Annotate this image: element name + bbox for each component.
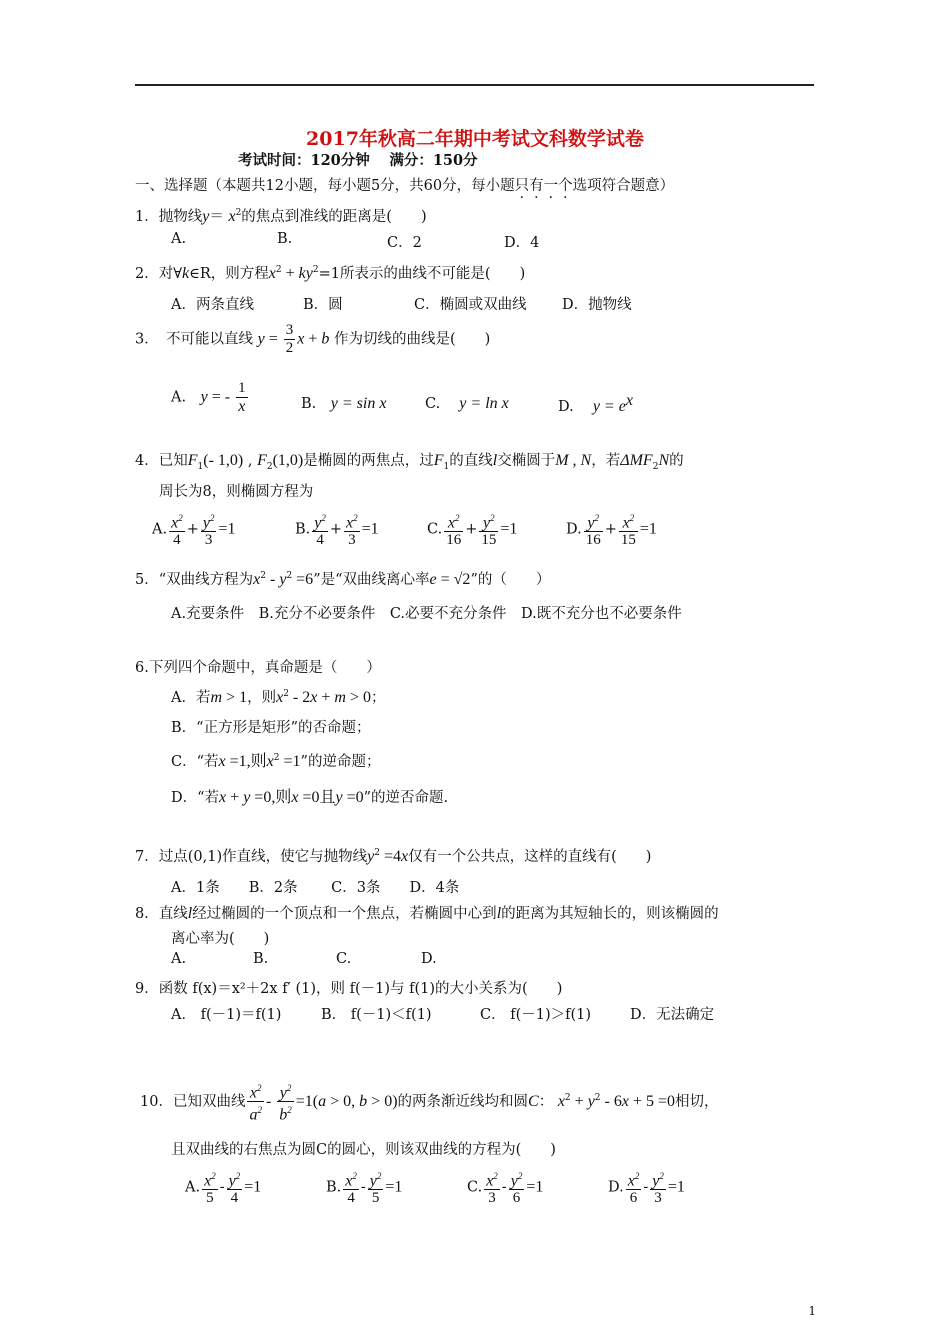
q6-option-a: A．若m > 1，则$x^2 - 2x + m > 0$； (171, 689, 386, 706)
q1-option-c: C．2 (387, 235, 422, 251)
question-4-line2: 周长为8，则椭圆方程为 (159, 484, 314, 500)
q6-option-b: B．“正方形是矩形”的否命题； (171, 720, 371, 736)
q5-options: A.充要条件 B.充分不必要条件 C.必要不充分条件 D.既不充分也不必要条件 (171, 606, 682, 622)
exam-info: 考试时间：120分钟 满分：150分 (238, 152, 478, 169)
q8-option-a: A. (171, 951, 187, 967)
q3-option-b: B. y = sin x (301, 395, 387, 412)
exam-title: 2017年秋高二年期中考试文科数学试卷 (306, 128, 644, 150)
question-3: 3． 不可能以直线 y = $\frac{3}{2}$ x + b 作为切线的曲线是( ) (135, 322, 491, 356)
question-1: 1．抛物线$y= x^2$的焦点到准线的距离是( ) (135, 208, 427, 225)
q9-option-b: B． f(－1)＜f(1) (321, 1007, 432, 1023)
q8-option-b: B. (253, 951, 269, 967)
q4-option-a: A. $\frac{x^2}{4}$ + $\frac{y^2}{3}$ =1 (152, 510, 236, 549)
q10-option-b: B. $\frac{x^2}{4}$ - $\frac{y^2}{5}$ =1 (326, 1168, 402, 1207)
header-rule (135, 84, 814, 86)
question-2: 2．对∀k∈R，则方程$x^2 + ky^2=1$所表示的曲线不可能是( ) (135, 265, 526, 282)
q10-option-c: C. $\frac{x^2}{3}$ - $\frac{y^2}{6}$ =1 (467, 1168, 543, 1207)
q3-option-d: D. $y = e^x$ (558, 392, 633, 415)
question-7: 7．过点(0,1)作直线，使它与抛物线$y^2 =4x$仅有一个公共点，这样的直线有( ) (135, 848, 652, 865)
q2-option-d: D．抛物线 (562, 297, 632, 313)
q2-option-a: A．两条直线 (171, 297, 254, 313)
q1-option-d: D．4 (504, 235, 540, 251)
q4-option-b: B. $\frac{y^2}{4}$ + $\frac{x^2}{3}$ =1 (295, 510, 379, 549)
question-8-line2: 离心率为( ) (171, 931, 270, 947)
question-10-line2: 且双曲线的右焦点为圆C的圆心，则该双曲线的方程为( ) (171, 1142, 556, 1158)
section-heading: 一、选择题（本题共12小题，每小题5分，共60分，每小题只有一个选项符合题意） (135, 178, 675, 194)
q7-options: A．1条 B．2条 C．3条 D．4条 (171, 880, 460, 896)
q3-option-c: C. y = ln x (425, 395, 509, 412)
question-4: 4．已知$F_1(-$ 1,0) , $F_2(1,0)$是椭圆的两焦点，过$F_1$的直线l交椭圆于M , N，若$\Delta MF_2N$的 (135, 452, 684, 472)
q9-option-c: C． f(－1)＞f(1) (480, 1007, 592, 1023)
q4-option-d: D. $\frac{y^2}{16}$ + $\frac{x^2}{15}$ =1 (566, 510, 657, 549)
q9-option-d: D．无法确定 (630, 1007, 715, 1023)
q3-option-a: A. y = - $\frac{1}{x}$ (171, 380, 246, 415)
q10-option-a: A. $\frac{x^2}{5}$ - $\frac{y^2}{4}$ =1 (185, 1168, 261, 1207)
q8-option-d: D. (421, 951, 437, 967)
q1-option-b: B. (277, 231, 293, 247)
q2-option-b: B．圆 (303, 297, 343, 313)
q2-option-c: C．椭圆或双曲线 (414, 297, 527, 313)
q6-option-c: C．“若x =1,则$x^2 =1$”的逆命题； (171, 753, 381, 770)
q6-option-d: D．“若x + y =0,则x =0且y =0”的逆否命题. (171, 789, 449, 806)
q10-option-d: D. $\frac{x^2}{6}$ - $\frac{y^2}{3}$ =1 (608, 1168, 685, 1207)
question-8: 8．直线l经过椭圆的一个顶点和一个焦点，若椭圆中心到l的距离为其短轴长的，则该椭圆的 (135, 905, 719, 922)
question-5: 5．“双曲线方程为$x^2 - y^2 =6$”是“双曲线离心率e = √2”的（ ） (135, 571, 551, 588)
q9-option-a: A． f(－1)＝f(1) (171, 1007, 282, 1023)
question-9: 9．函数 f(x)＝x²＋2x f′ (1)，则 f(－1)与 f(1)的大小关系为( ) (135, 981, 563, 997)
q4-option-c: C. $\frac{x^2}{16}$ + $\frac{y^2}{15}$ =1 (427, 510, 517, 549)
q1-option-a: A. (171, 231, 187, 247)
q8-option-c: C. (336, 951, 352, 967)
question-10: 10．已知双曲线 $\frac{x^2}{a^2}$ - $\frac{y^2}{b^2}$ =1(a > 0, b > 0)的两条渐近线均和圆C： $x^2 + y^2 - 6x + 5 =0$相切， (140, 1080, 719, 1124)
question-6: 6.下列四个命题中，真命题是（ ） (135, 660, 381, 676)
page-number: 1 (808, 1304, 816, 1318)
